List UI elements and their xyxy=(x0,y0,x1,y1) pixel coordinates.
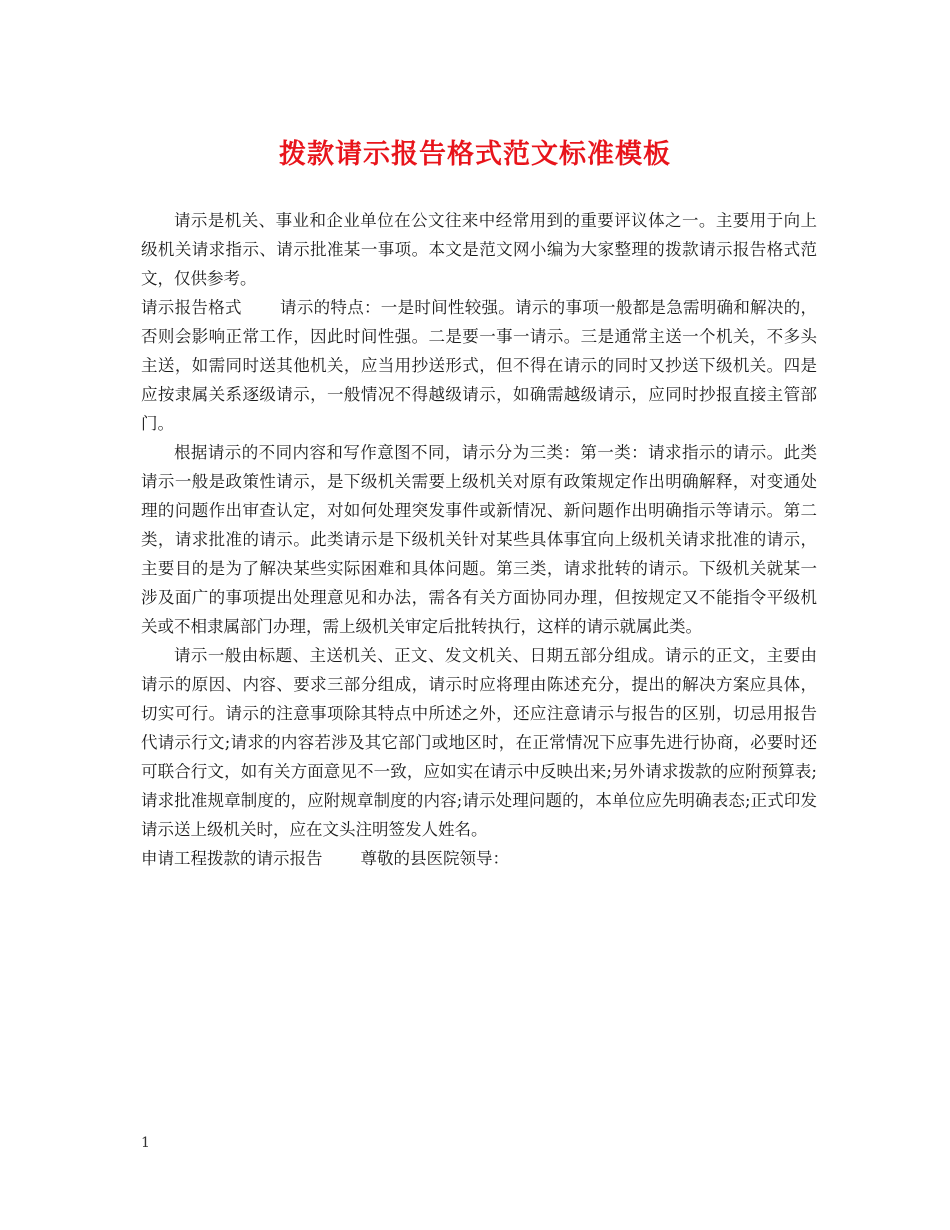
intro-paragraph: 请示是机关、事业和企业单位在公文往来中经常用到的重要评议体之一。主要用于向上级机关请求指示、请示批准某一事项。本文是范文网小编为大家整理的拨款请示报告格式范文，仅供参考。 xyxy=(141,211,817,288)
page-number: 1 xyxy=(141,1135,150,1151)
document-body xyxy=(141,206,817,873)
section-application-salutation: 尊敬的县医院领导： xyxy=(360,849,509,868)
document-title: 拨款请示报告格式范文标准模板 xyxy=(279,139,671,170)
section-format-text: 请示的特点：一是时间性较强。请示的事项一般都是急需明确和解决的，否则会影响正常工作，因此时间性强。二是要一事一请示。三是通常主送一个机关，不多头主送，如需同时送其他机关，应当用抄送形式，但不得在请示的同时又抄送下级机关。四是应按隶属关系逐级请示，一般情况不得越级请示，如确需越级请示，应同时抄报直接主管部门。 xyxy=(141,298,818,433)
section-format-paragraph xyxy=(141,293,817,438)
request-structure-paragraph: 请示一般由标题、主送机关、正文、发文机关、日期五部分组成。请示的正文，主要由请示的原因、内容、要求三部分组成，请示时应将理由陈述充分，提出的解决方案应具体，切实可行。请示的注意事项除其特点中所述之外，还应注意请示与报告的区别，切忌用报告代请示行文;请求的内容若涉及其它部门或地区时，在正常情况下应事先进行协商，必要时还可联合行文，如有关方面意见不一致，应如实在请示中反映出来;另外请求拨款的应附预算表;请求批准规章制度的，应附规章制度的内容;请示处理问题的，本单位应先明确表态;正式印发请示送上级机关时，应在文头注明签发人姓名。 xyxy=(141,646,817,839)
section-application-heading: 申请工程拨款的请示报告 xyxy=(141,849,323,868)
section-format-heading: 请示报告格式 xyxy=(141,298,242,317)
request-types-paragraph: 根据请示的不同内容和写作意图不同，请示分为三类：第一类：请求指示的请示。此类请示一般是政策性请示，是下级机关需要上级机关对原有政策规定作出明确解释，对变通处理的问题作出审查认定，对如何处理突发事件或新情况、新问题作出明确指示等请示。第二类，请求批准的请示。此类请示是下级机关针对某些具体事宜向上级机关请求批准的请示，主要目的是为了解决某些实际困难和具体问题。第三类，请求批转的请示。下级机关就某一涉及面广的事项提出处理意见和办法，需各有关方面协同办理，但按规定又不能指令平级机关或不相隶属部门办理，需上级机关审定后批转执行，这样的请示就属此类。 xyxy=(141,443,817,636)
section-application-paragraph xyxy=(141,844,817,873)
